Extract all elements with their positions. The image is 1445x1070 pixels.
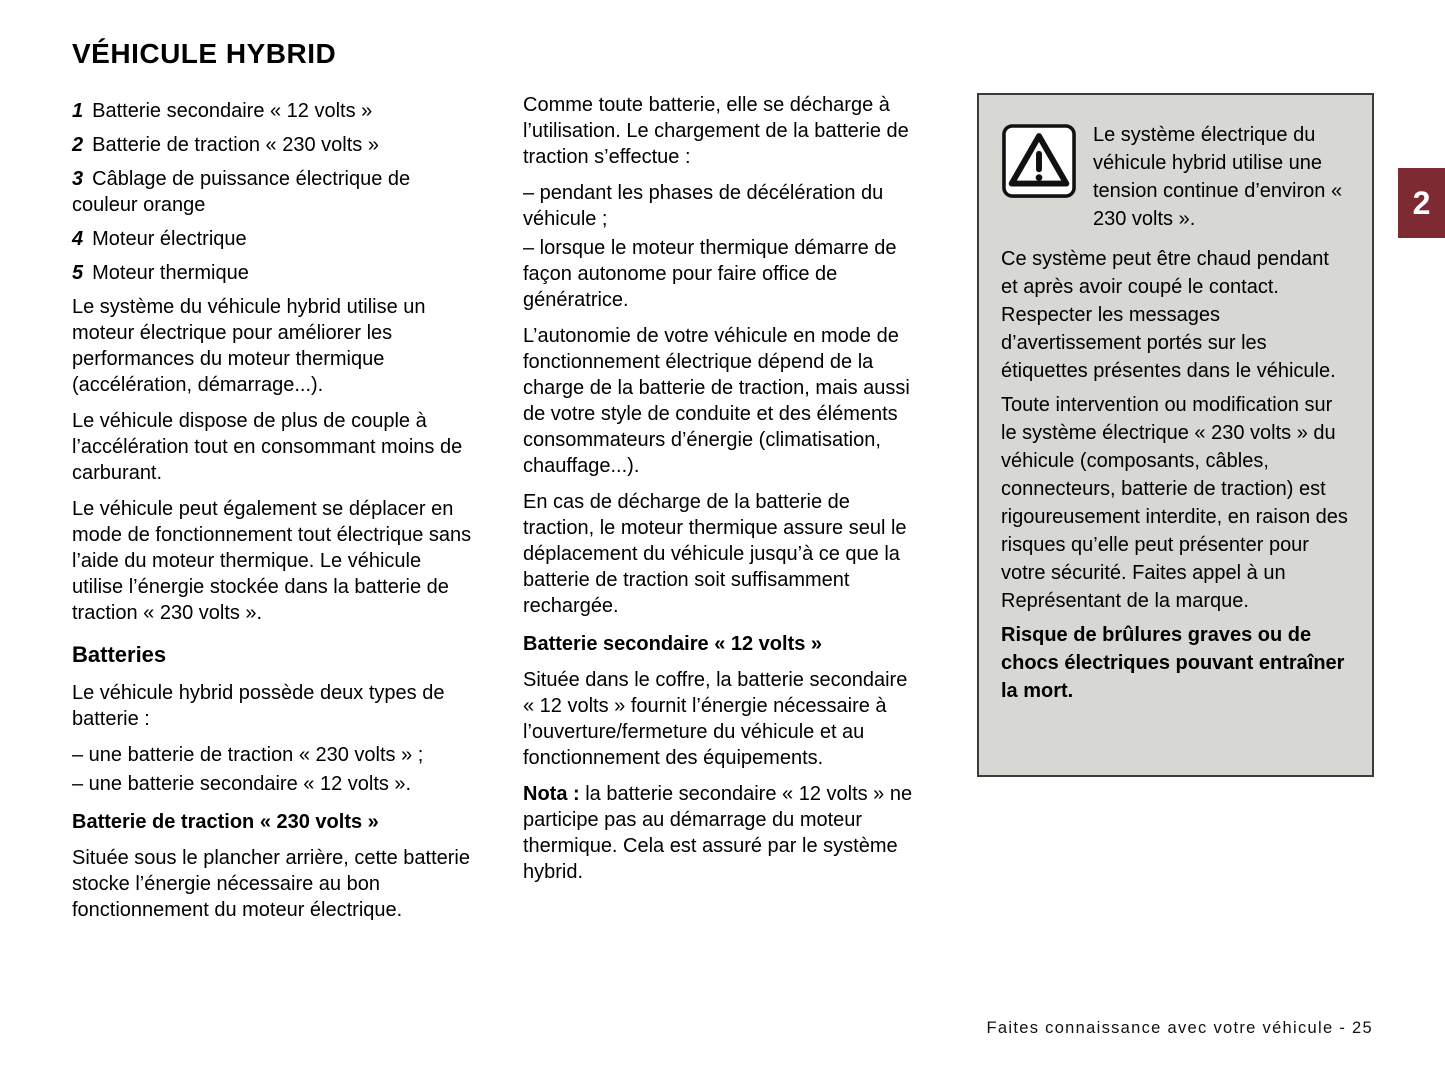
paragraph-torque: Le véhicule dispose de plus de couple à l’accélération tout en consommant moins de carburant. [72, 410, 463, 484]
page-footer: Faites connaissance avec votre véhicule - 25 [986, 1019, 1373, 1037]
bullet-deceleration: – pendant les phases de décélération du véhicule ; [523, 182, 884, 230]
warning-paragraph-voltage: Le système électrique du véhicule hybrid utilise une tension continue d’environ « 230 volts ». [1093, 124, 1343, 230]
paragraph-battery-types: Le véhicule hybrid possède deux types de batterie : [72, 682, 445, 730]
page-title: VÉHICULE HYBRID [72, 38, 337, 69]
paragraph-electric-mode: Le véhicule peut également se déplacer en mode de fonctionnement tout électrique sans l’aide du moteur thermique. Le véhicule utilise l’énergie stockée dans la batterie de traction « 230 volts ». [72, 498, 472, 624]
legend-number: 1 [72, 100, 84, 122]
paragraph-traction-location: Située sous le plancher arrière, cette batterie stocke l’énergie nécessaire au bon fonctionnement du moteur électrique. [72, 847, 470, 921]
heading-traction-battery: Batterie de traction « 230 volts » [72, 811, 379, 833]
legend-item-3 [72, 166, 472, 218]
legend-number: 3 [72, 168, 84, 190]
legend-number: 5 [72, 262, 84, 284]
legend-item-1 [72, 98, 472, 124]
warning-paragraph-risk: Risque de brûlures graves ou de chocs électriques pouvant entraîner la mort. [1001, 624, 1345, 702]
legend-number: 2 [72, 134, 84, 156]
bullet-generator: – lorsque le moteur thermique démarre de façon autonome pour faire office de génératrice. [523, 237, 897, 311]
legend-label: Moteur thermique [92, 262, 249, 284]
section-tab [1398, 168, 1445, 238]
warning-triangle-icon [1001, 123, 1077, 207]
warning-paragraph-hot: Ce système peut être chaud pendant et après avoir coupé le contact. Respecter les messages d’avertissement portés sur les étiquettes présentes dans le véhicule. [1001, 248, 1336, 382]
bullet-secondary-battery: – une batterie secondaire « 12 volts ». [72, 773, 412, 795]
warning-paragraph-intervention: Toute intervention ou modification sur le système électrique « 230 volts » du véhicule (composants, câbles, connecteurs, batterie de traction) est rigoureusement interdite, en raison des risques qu’elle peut présenter pour votre sécurité. Faites appel à un Représentant de la marque. [1001, 394, 1348, 612]
legend-item-4 [72, 226, 472, 252]
nota-label: Nota : [523, 783, 580, 805]
heading-batteries: Batteries [72, 642, 167, 667]
column-middle [523, 92, 921, 895]
column-left [72, 98, 472, 933]
warning-header [1001, 121, 1350, 239]
heading-secondary-battery: Batterie secondaire « 12 volts » [523, 633, 823, 655]
section-tab-number: 2 [1412, 184, 1431, 221]
paragraph-autonomy: L’autonomie de votre véhicule en mode de fonctionnement électrique dépend de la charge de la batterie de traction, mais aussi de votre style de conduite et des éléments consommateurs d’énergie (climatisation, chauffage...). [523, 325, 910, 477]
nota-text: la batterie secondaire « 12 volts » ne participe pas au démarrage du moteur thermique. Cela est assuré par le système hybrid. [523, 783, 913, 883]
paragraph-charge-intro: Comme toute batterie, elle se décharge à l’utilisation. Le chargement de la batterie de traction s’effectue : [523, 94, 909, 168]
paragraph-nota [523, 781, 921, 885]
paragraph-secondary-location: Située dans le coffre, la batterie secondaire « 12 volts » fournit l’énergie nécessaire à l’ouverture/fermeture du véhicule et au fonctionnement des équipements. [523, 669, 908, 769]
paragraph-discharge: En cas de décharge de la batterie de traction, le moteur thermique assure seul le déplacement du véhicule jusqu’à ce que la batterie de traction soit suffisamment rechargée. [523, 491, 907, 617]
legend-label: Batterie de traction « 230 volts » [92, 134, 379, 156]
legend-label: Batterie secondaire « 12 volts » [92, 100, 373, 122]
legend-label: Câblage de puissance électrique de couleur orange [72, 168, 411, 216]
legend-item-2 [72, 132, 472, 158]
legend-number: 4 [72, 228, 84, 250]
bullet-traction-battery: – une batterie de traction « 230 volts » ; [72, 744, 424, 766]
warning-box [977, 93, 1374, 777]
legend-item-5 [72, 260, 472, 286]
paragraph-system: Le système du véhicule hybrid utilise un moteur électrique pour améliorer les performances du moteur thermique (accélération, démarrage...). [72, 296, 426, 396]
legend-label: Moteur électrique [92, 228, 247, 250]
